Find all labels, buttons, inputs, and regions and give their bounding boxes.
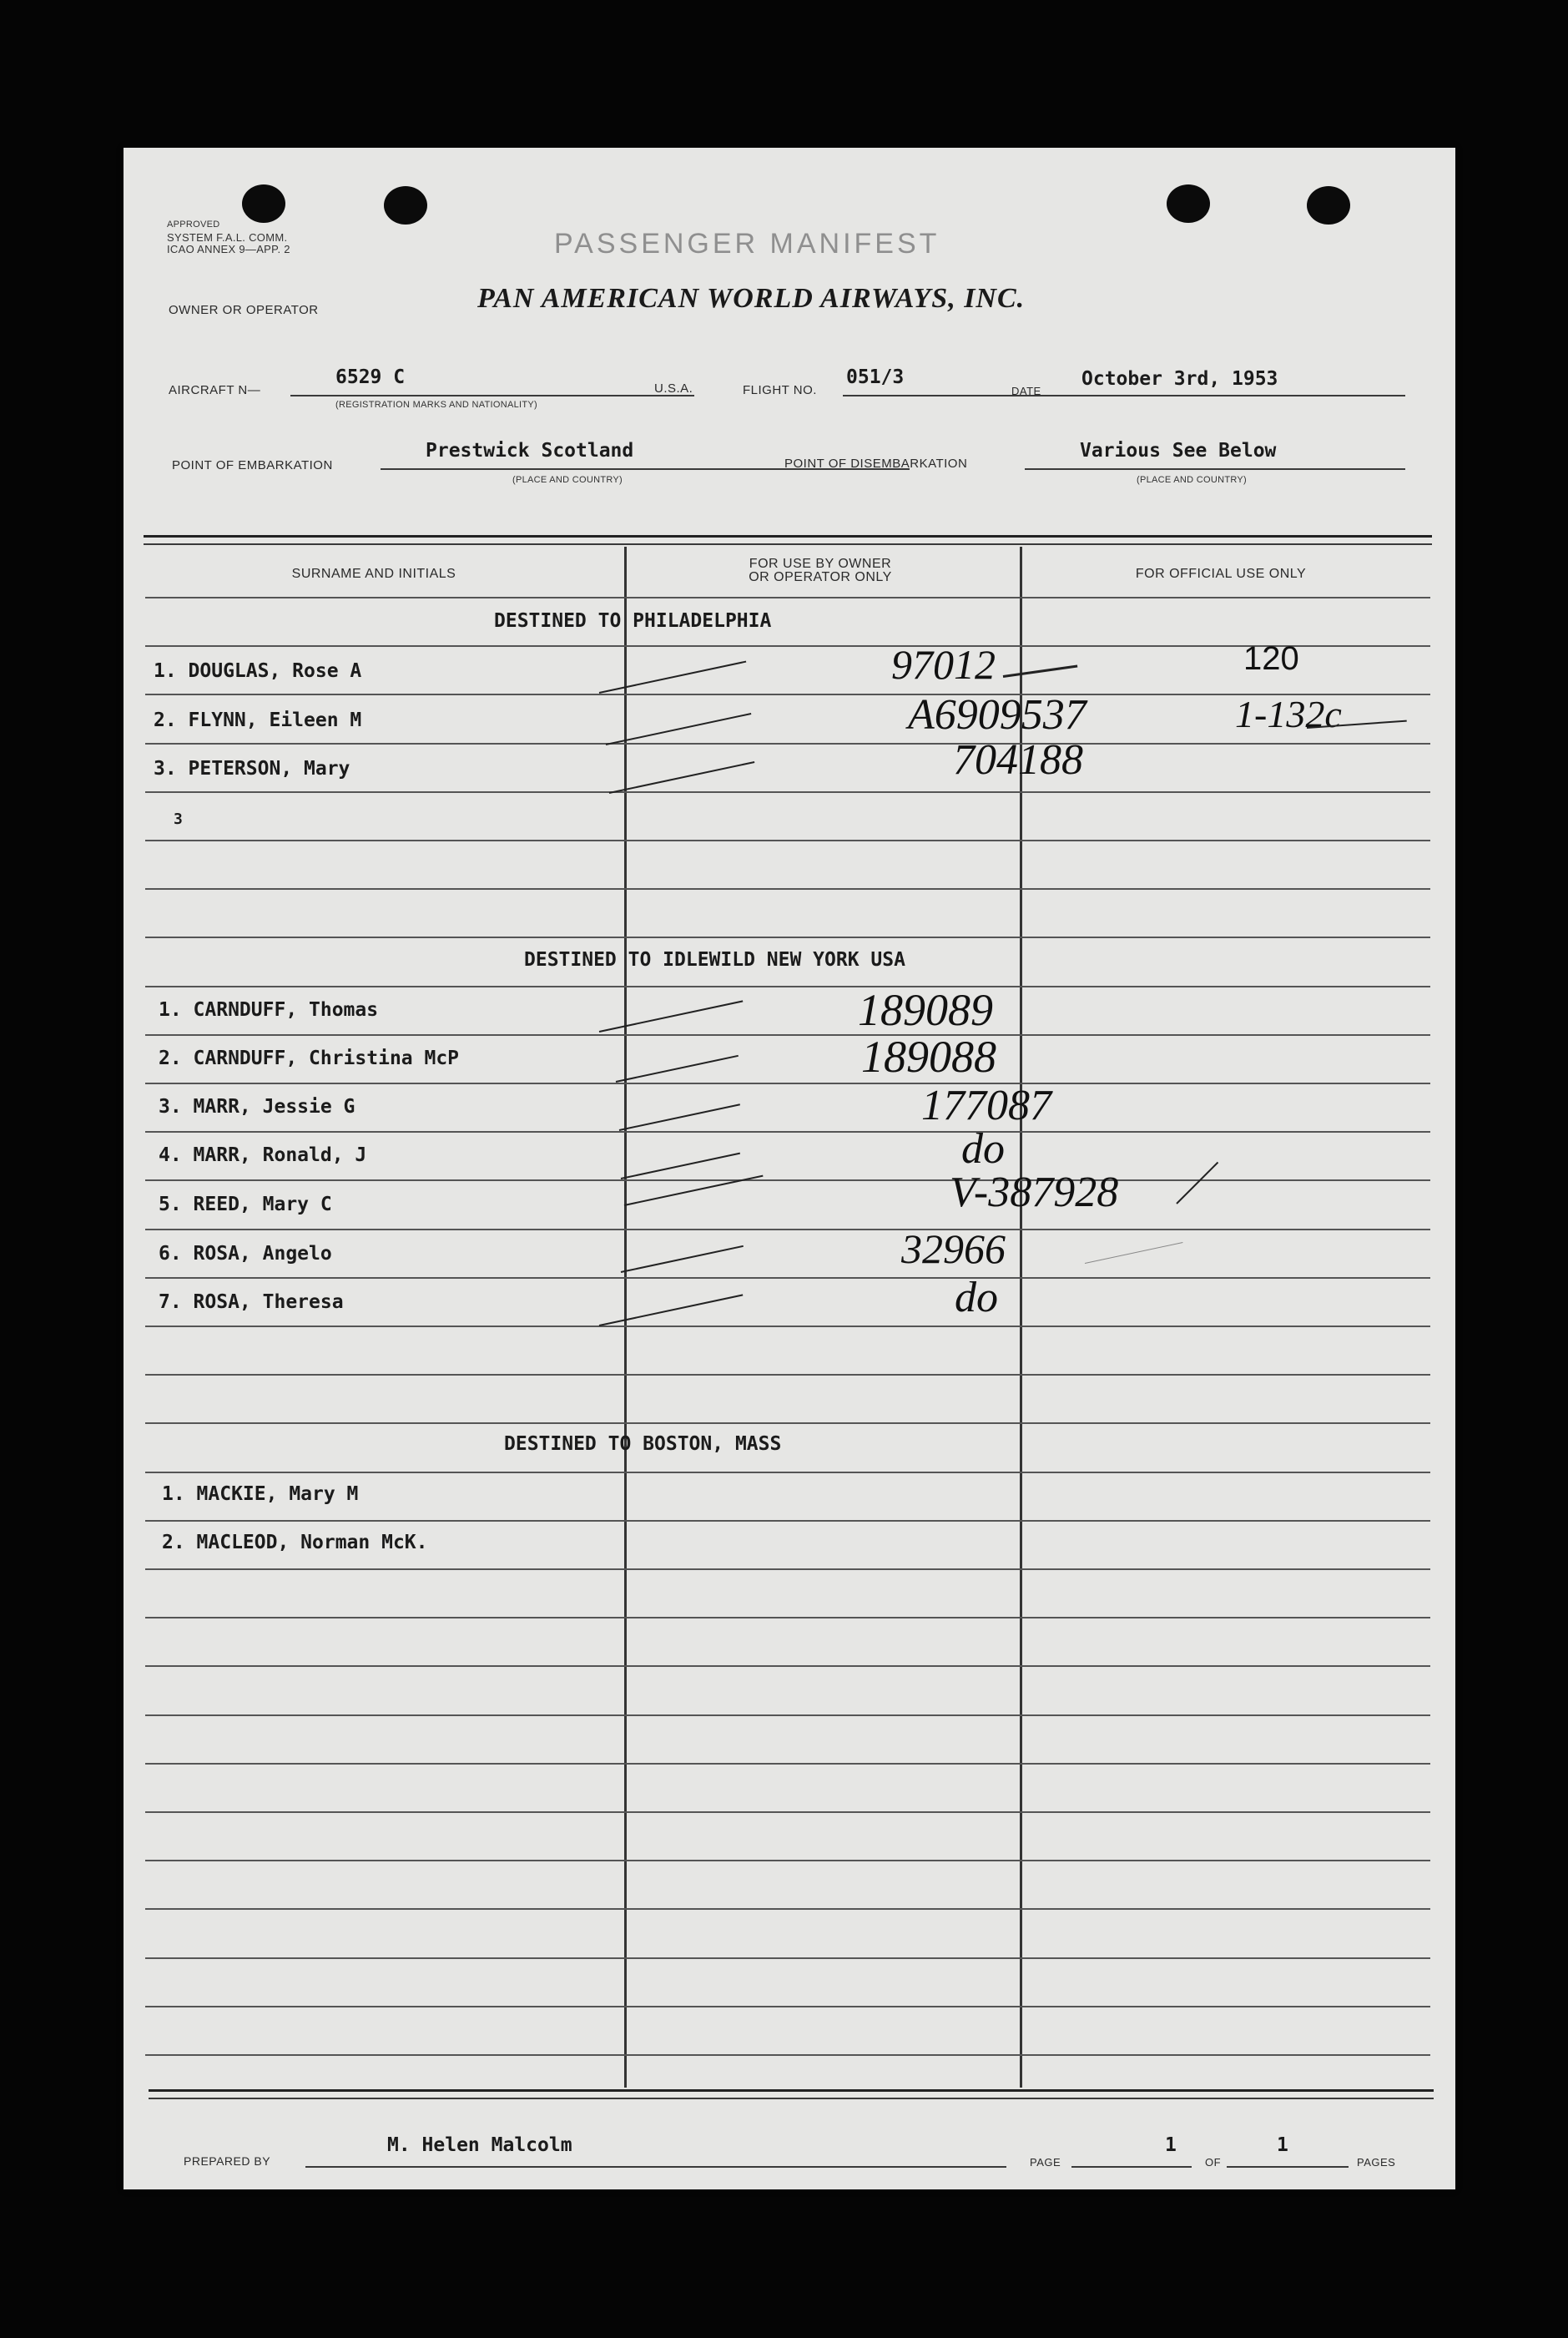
date-label: DATE [1011,385,1041,397]
passenger-row: 1. MACKIE, Mary M [162,1483,359,1505]
ruled-line [145,1617,1430,1618]
passenger-row: 2. CARNDUFF, Christina McP [159,1048,460,1069]
column-divider [624,547,627,2088]
aircraft-value: 6529 C [335,366,406,388]
passenger-row: 1. DOUGLAS, Rose A [154,660,362,682]
ruled-line [145,1714,1430,1716]
embark-note: (PLACE AND COUNTRY) [512,475,623,485]
passenger-row: 2. FLYNN, Eileen M [154,709,362,731]
ruled-line [145,1326,1430,1327]
check-mark [599,661,746,694]
handwritten-ditto: do [961,1125,1005,1173]
passenger-row: 3. MARR, Jessie G [159,1096,355,1118]
passenger-row: 7. ROSA, Theresa [159,1291,344,1313]
disembark-line [1025,468,1405,470]
handwritten-number: V-387928 [950,1169,1119,1216]
manifest-sheet [124,148,1455,2189]
ruled-line [145,1860,1430,1861]
check-mark [599,1000,744,1033]
form-title: PASSENGER MANIFEST [554,228,940,260]
flight-label: FLIGHT NO. [743,383,817,397]
official-value: 1-132c [1235,693,1342,735]
col-official: FOR OFFICIAL USE ONLY [1135,567,1307,581]
section-heading: DESTINED TO PHILADELPHIA [494,610,772,632]
punch-hole [384,186,427,225]
prepared-line [305,2166,1006,2168]
punch-hole [1307,186,1350,225]
ruled-line [145,1520,1430,1522]
ruled-line [145,1763,1430,1765]
owner-label: OWNER OR OPERATOR [169,303,319,317]
disembark-label: POINT OF DISEMBARKATION [784,457,968,471]
embark-value: Prestwick Scotland [426,440,634,462]
ruled-line [145,937,1430,938]
passenger-row: 3 [174,810,183,828]
embark-label: POINT OF EMBARKATION [172,458,333,472]
ruled-line [145,743,1430,745]
ruled-line [145,986,1430,987]
ruled-line [145,645,1430,647]
date-value: October 3rd, 1953 [1081,368,1278,390]
airline-name: PAN AMERICAN WORLD AIRWAYS, INC. [477,283,1026,314]
check-mark [621,1153,740,1179]
check-mark [606,713,752,745]
approval-line: ICAO ANNEX 9—APP. 2 [167,243,290,255]
ruled-line [145,1179,1430,1181]
official-value: 120 [1243,640,1299,677]
punch-hole [242,184,285,223]
ruled-line [145,1472,1430,1473]
ruled-line [145,597,1430,598]
passenger-row: 3. PETERSON, Mary [154,758,350,780]
ruled-line [145,2006,1430,2007]
check-mark [621,1245,744,1273]
passenger-row: 2. MACLEOD, Norman McK. [162,1532,428,1553]
ruled-line [145,791,1430,793]
page-label: PAGE [1030,2156,1061,2169]
passenger-row: 5. REED, Mary C [159,1194,332,1215]
approval-line: APPROVED [167,220,220,230]
date-line [1051,395,1405,396]
passenger-row: 4. MARR, Ronald, J [159,1144,367,1166]
pen-stroke [1176,1162,1218,1204]
pages-label: PAGES [1357,2156,1396,2169]
aircraft-line [290,395,694,396]
passenger-row: 1. CARNDUFF, Thomas [159,999,379,1021]
section-heading: DESTINED TO BOSTON, MASS [504,1433,782,1455]
prepared-value: M. Helen Malcolm [387,2134,572,2156]
handwritten-number: 189088 [861,1032,996,1082]
check-mark [616,1055,739,1083]
flight-value: 051/3 [846,366,905,388]
registration-note: (REGISTRATION MARKS AND NATIONALITY) [335,400,538,410]
pen-stroke [1085,1242,1183,1264]
check-mark [599,1294,744,1326]
table-top-rule [144,535,1432,538]
ruled-line [145,1422,1430,1424]
table-bottom-rule [149,2098,1434,2099]
pen-stroke [1003,664,1078,677]
handwritten-ditto: do [955,1274,998,1321]
prepared-label: PREPARED BY [184,2154,271,2168]
handwritten-number: 704188 [953,736,1083,784]
handwritten-number: 177087 [921,1082,1051,1129]
page-value: 1 [1165,2134,1177,2156]
handwritten-number: A6909537 [908,691,1087,739]
ruled-line [145,1568,1430,1570]
ruled-line [145,1034,1430,1036]
ruled-line [145,1908,1430,1910]
approval-line: SYSTEM F.A.L. COMM. [167,231,288,244]
ruled-line [145,1665,1430,1667]
handwritten-number: 32966 [901,1225,1006,1272]
check-mark [609,761,755,794]
ruled-line [145,1957,1430,1959]
section-heading: DESTINED TO IDLEWILD NEW YORK USA [524,949,905,971]
aircraft-label: AIRCRAFT N— [169,383,261,397]
ruled-line [145,1229,1430,1230]
ruled-line [145,1811,1430,1813]
of-value: 1 [1277,2134,1288,2156]
col-owner-use: FOR USE BY OWNER [749,557,892,571]
col-owner-use: OR OPERATOR ONLY [749,570,892,584]
ruled-line [145,840,1430,841]
ruled-line [145,888,1430,890]
ruled-line [145,1083,1430,1084]
ruled-line [145,1131,1430,1133]
table-bottom-rule [149,2089,1434,2092]
handwritten-number: 97012 [891,641,996,688]
disembark-value: Various See Below [1080,440,1277,462]
ruled-line [145,2054,1430,2056]
of-label: OF [1205,2156,1222,2169]
page-line [1071,2166,1192,2168]
punch-hole [1167,184,1210,223]
handwritten-number: 189089 [858,985,993,1035]
ruled-line [145,1277,1430,1279]
table-top-rule [144,543,1432,545]
usa-label: U.S.A. [654,381,693,396]
ruled-line [145,1374,1430,1376]
disembark-note: (PLACE AND COUNTRY) [1137,475,1248,485]
check-mark [619,1103,740,1131]
of-line [1227,2166,1349,2168]
passenger-row: 6. ROSA, Angelo [159,1243,332,1265]
col-surname: SURNAME AND INITIALS [291,567,456,581]
